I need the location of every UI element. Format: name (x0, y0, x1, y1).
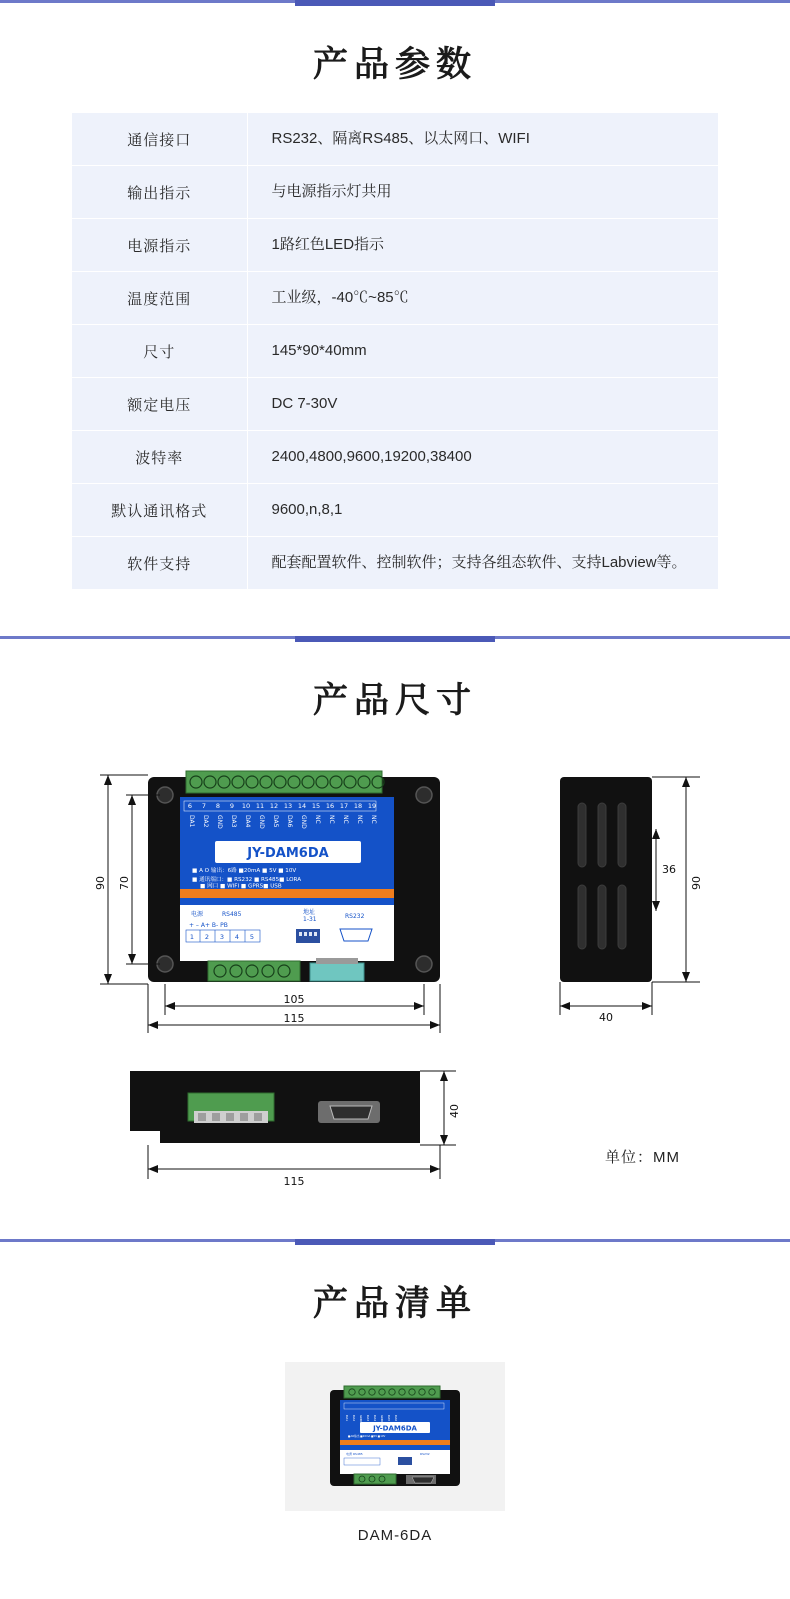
svg-text:4: 4 (234, 933, 240, 941)
section-product-list (0, 1239, 790, 1590)
unit-note: 单位：MM (605, 1149, 680, 1166)
svg-text:2: 2 (204, 933, 210, 941)
svg-text:+ – A+ B- PB: + – A+ B- PB (189, 922, 228, 929)
param-key: 尺寸 (72, 325, 247, 378)
param-value: 2400,4800,9600,19200,38400 (271, 448, 472, 465)
param-value: 配套配置软件、控制软件；支持各组态软件、支持Labview等。 (271, 554, 687, 571)
photo-model-name: JY-DAM6DA (373, 1424, 417, 1433)
svg-text:115: 115 (283, 1175, 305, 1188)
product-list-area (0, 1352, 790, 1584)
svg-text:■AO输出 ■20mA ■5V ■10V: ■AO输出 ■20mA ■5V ■10V (348, 1435, 386, 1438)
section-dimensions (0, 636, 790, 1239)
svg-text:GND: GND (258, 815, 265, 829)
table-row (72, 537, 718, 590)
svg-text:■ 通讯端口：■ RS232 ■ RS485■ LORA: ■ 通讯端口：■ RS232 ■ RS485■ LORA (192, 877, 302, 883)
product-caption: DAM-6DA (357, 1527, 433, 1544)
svg-text:6: 6 (187, 802, 193, 810)
svg-text:40: 40 (448, 1104, 461, 1118)
svg-text:DA1: DA1 (345, 1415, 349, 1422)
svg-text:13: 13 (283, 802, 293, 810)
svg-text:105: 105 (283, 993, 305, 1006)
param-key: 电源指示 (72, 219, 247, 272)
table-row (72, 325, 718, 378)
svg-text:17: 17 (339, 802, 349, 810)
svg-text:7: 7 (201, 802, 207, 810)
svg-text:14: 14 (297, 802, 307, 810)
svg-text:DA6: DA6 (286, 815, 293, 828)
table-row (72, 378, 718, 431)
svg-text:地址: 地址 (303, 909, 316, 916)
section-divider-top (0, 1239, 790, 1242)
section-divider-top (0, 636, 790, 639)
table-row (72, 166, 718, 219)
param-value: 工业级，-40℃~85℃ (271, 289, 409, 306)
table-row (72, 431, 718, 484)
svg-text:GND: GND (300, 815, 307, 829)
svg-text:DA2: DA2 (352, 1415, 356, 1422)
svg-text:RS485: RS485 (222, 911, 242, 918)
param-key: 输出指示 (72, 166, 247, 219)
svg-text:5: 5 (249, 933, 255, 941)
model-name: JY-DAM6DA (247, 846, 329, 861)
param-key: 温度范围 (72, 272, 247, 325)
terminal-block-top (186, 771, 382, 793)
param-key: 波特率 (72, 431, 247, 484)
mount-hole-icon (416, 956, 432, 972)
svg-text:40: 40 (599, 1011, 613, 1024)
param-value: 与电源指示灯共用 (271, 183, 392, 200)
svg-text:DA1: DA1 (188, 815, 195, 828)
svg-text:90: 90 (94, 876, 107, 890)
accent-stripe (180, 889, 394, 898)
mount-hole-icon (416, 787, 432, 803)
svg-text:18: 18 (353, 802, 363, 810)
param-value: 1路红色LED指示 (271, 236, 385, 253)
product-photo-box (285, 1362, 505, 1511)
svg-text:9: 9 (229, 802, 235, 810)
svg-text:电源 RS485: 电源 RS485 (346, 1452, 363, 1456)
svg-text:■ A O 输出：6路 ■20mA ■ 5V ■ 10V: ■ A O 输出：6路 ■20mA ■ 5V ■ 10V (192, 868, 297, 874)
svg-text:电源: 电源 (191, 911, 204, 918)
svg-text:RS232: RS232 (420, 1452, 430, 1456)
svg-text:■ 网口 ■ WIFI ■ GPRS■ USB: ■ 网口 ■ WIFI ■ GPRS■ USB (200, 883, 282, 890)
svg-text:36: 36 (662, 863, 676, 876)
svg-text:GND: GND (216, 815, 223, 829)
param-key: 软件支持 (72, 537, 247, 590)
svg-text:90: 90 (690, 876, 703, 890)
svg-text:GND: GND (380, 1415, 384, 1422)
parameter-table-wrapper (0, 113, 790, 630)
svg-text:DA2: DA2 (202, 815, 209, 828)
terminal-block-bottom (208, 961, 300, 981)
svg-text:GND: GND (359, 1415, 363, 1422)
svg-text:10: 10 (241, 802, 251, 810)
param-value: 9600,n,8,1 (271, 501, 343, 518)
svg-text:1: 1 (189, 933, 195, 941)
param-value: 145*90*40mm (271, 342, 367, 359)
drawing-profile-view (0, 1053, 790, 1203)
page-title-parameters: 产品参数 (312, 45, 477, 85)
table-row (72, 484, 718, 537)
svg-text:15: 15 (311, 802, 321, 810)
svg-text:19: 19 (367, 802, 377, 810)
svg-text:70: 70 (118, 876, 131, 890)
param-key: 额定电压 (72, 378, 247, 431)
table-row (72, 272, 718, 325)
svg-text:RS232: RS232 (345, 913, 365, 920)
param-value: DC 7-30V (271, 395, 338, 412)
svg-text:115: 115 (283, 1012, 305, 1025)
dimension-drawings (0, 749, 790, 1233)
svg-text:NC: NC (342, 815, 349, 824)
svg-text:3: 3 (219, 933, 225, 941)
svg-text:DA6: DA6 (394, 1415, 398, 1422)
svg-text:NC: NC (370, 815, 377, 824)
svg-text:8: 8 (215, 802, 221, 810)
param-key: 通信接口 (72, 113, 247, 166)
svg-text:11: 11 (255, 802, 265, 810)
svg-text:NC: NC (314, 815, 321, 824)
product-photo (320, 1382, 470, 1497)
svg-text:12: 12 (269, 802, 279, 810)
svg-text:DA5: DA5 (387, 1415, 391, 1422)
svg-text:DA4: DA4 (244, 815, 251, 828)
section-parameters (0, 0, 790, 636)
parameter-table (72, 113, 718, 590)
page-title-dimensions: 产品尺寸 (312, 681, 477, 721)
svg-text:1-31: 1-31 (303, 916, 317, 923)
section-divider-top (0, 0, 790, 3)
svg-text:DA4: DA4 (373, 1415, 377, 1422)
page-title-product-list: 产品清单 (312, 1284, 477, 1324)
svg-text:DA3: DA3 (230, 815, 237, 828)
drawing-front-and-side (0, 753, 790, 1053)
serial-port-bottom (310, 963, 364, 981)
side-cutout-area (652, 827, 702, 913)
svg-text:NC: NC (356, 815, 363, 824)
svg-text:16: 16 (325, 802, 335, 810)
svg-text:DA5: DA5 (272, 815, 279, 828)
param-key: 默认通讯格式 (72, 484, 247, 537)
param-value: RS232、隔离RS485、以太网口、WIFI (271, 130, 530, 147)
table-row (72, 113, 718, 166)
svg-text:DA3: DA3 (366, 1415, 370, 1422)
svg-text:NC: NC (328, 815, 335, 824)
table-row (72, 219, 718, 272)
